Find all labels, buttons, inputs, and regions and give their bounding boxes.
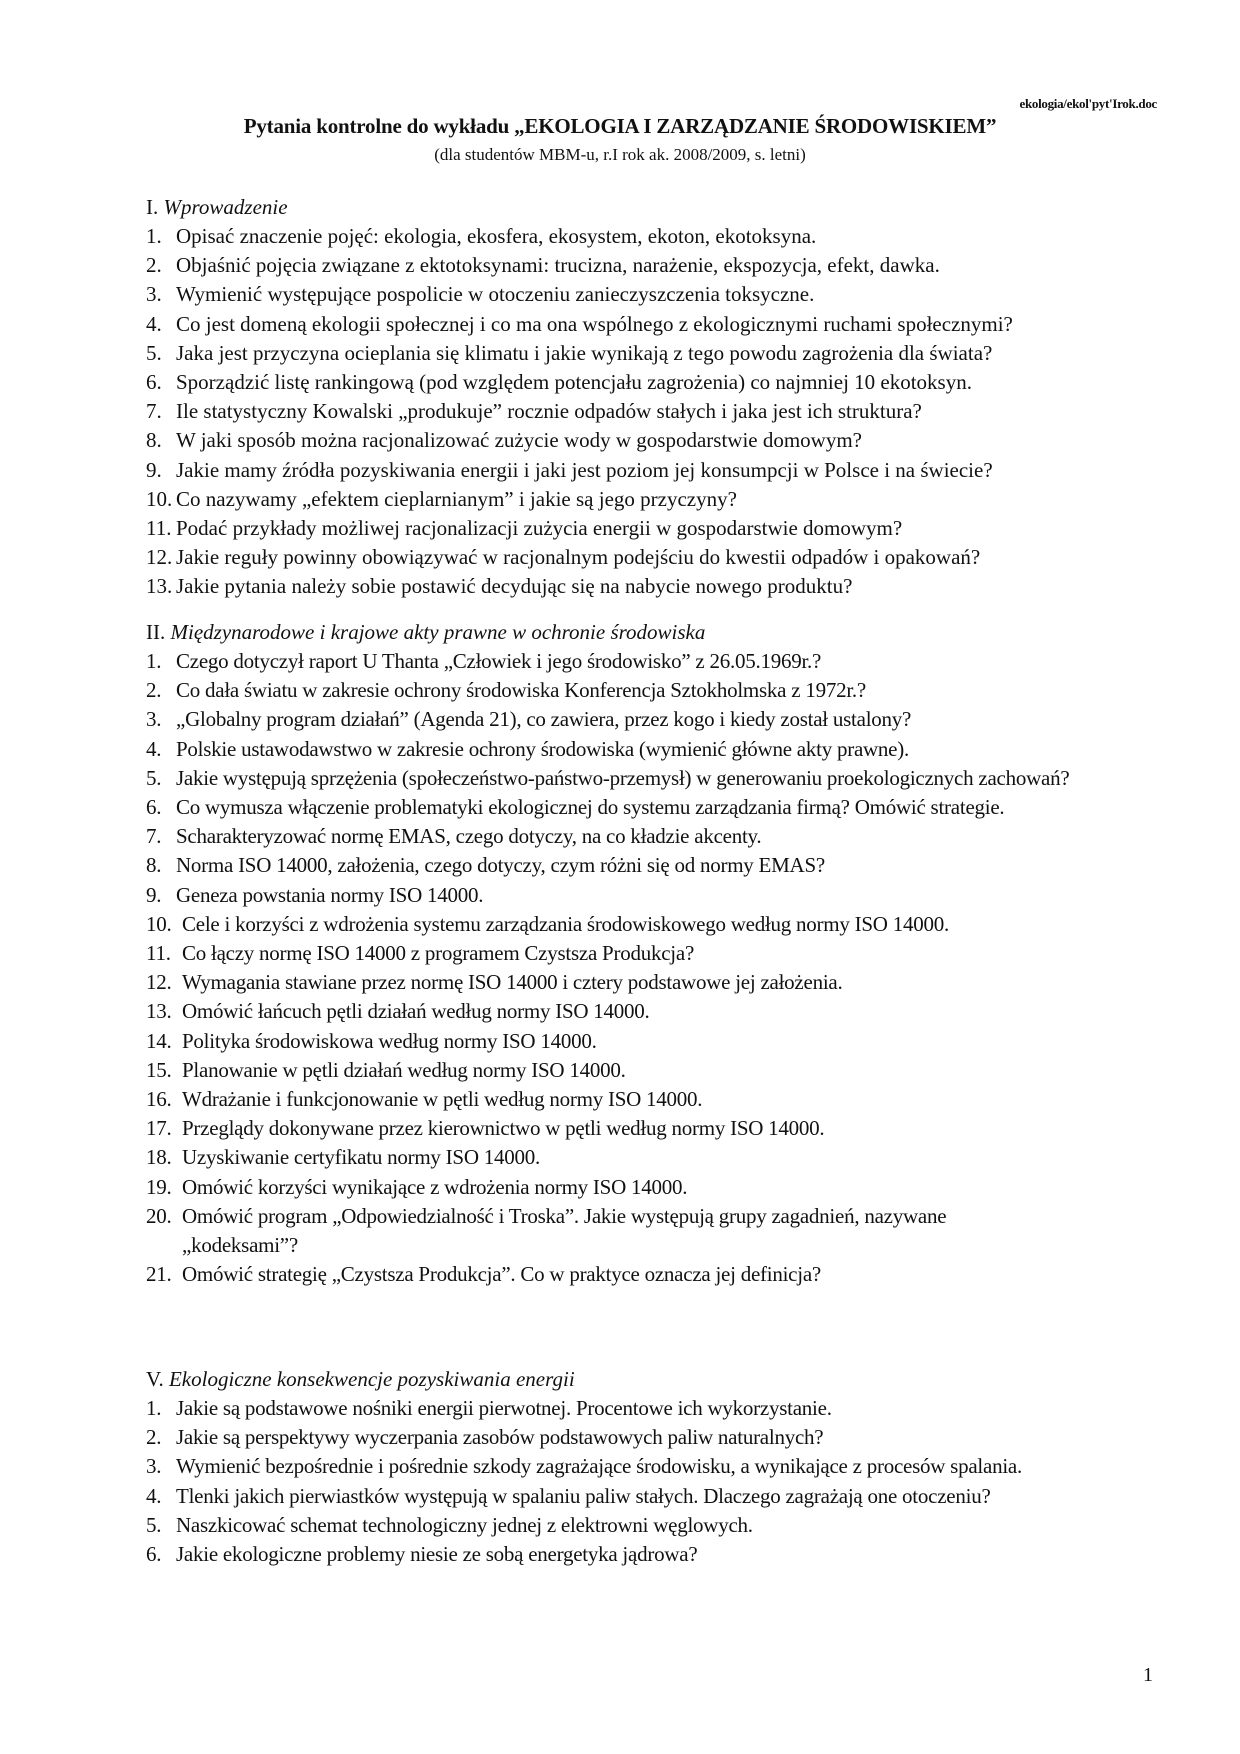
question-item: 15. Planowanie w pętli działań według normy ISO 14000. <box>146 1057 626 1082</box>
question-item: 1. Jakie są podstawowe nośniki energii pierwotnej. Procentowe ich wykorzystanie. <box>146 1396 832 1420</box>
question-item: 4. Polskie ustawodawstwo w zakresie ochrony środowiska (wymienić główne akty prawne). <box>146 736 909 761</box>
question-item: 1. Opisać znaczenie pojęć: ekologia, ekosfera, ekosystem, ekoton, ekotoksyna. <box>146 224 817 248</box>
section-heading <box>146 1365 1206 1394</box>
question-item: 10. Cele i korzyści z wdrożenia systemu zarządzania środowiskowego według normy ISO 14000. <box>146 911 949 936</box>
section-energia <box>146 1365 1206 1569</box>
question-item: 6. Sporządzić listę rankingową (pod względem potencjału zagrożenia) co najmniej 10 ekotoksyn. <box>146 370 972 395</box>
question-item: 1. Czego dotyczył raport U Thanta „Człowiek i jego środowisko” z 26.05.1969r.? <box>146 649 822 673</box>
section-heading <box>146 193 1206 222</box>
question-item: 7. Ile statystyczny Kowalski „produkuje” rocznie odpadów stałych i jaka jest ich struktura? <box>146 399 922 424</box>
section-numeral: II. <box>146 620 166 644</box>
document-title: Pytania kontrolne do wykładu „EKOLOGIA I ZARZĄDZANIE ŚRODOWISKIEM” <box>243 114 997 138</box>
question-item: 3. Wymienić bezpośrednie i pośrednie szkody zagrażające środowisku, a wynikające z procesów spalania. <box>146 1454 1022 1479</box>
question-item: 8. W jaki sposób można racjonalizować zużycie wody w gospodarstwie domowym? <box>146 428 863 453</box>
question-item: 16. Wdrażanie i funkcjonowanie w pętli według normy ISO 14000. <box>146 1087 703 1112</box>
question-item: 17. Przeglądy dokonywane przez kierownictwo w pętli według normy ISO 14000. <box>146 1116 825 1141</box>
question-list <box>146 1394 1206 1569</box>
question-item: 8. Norma ISO 14000, założenia, czego dotyczy, czym różni się od normy EMAS? <box>146 853 825 878</box>
question-item: 9. Geneza powstania normy ISO 14000. <box>146 882 484 907</box>
section-title: Wprowadzenie <box>163 195 288 219</box>
section-wprowadzenie <box>146 193 1206 602</box>
question-item: 2. Co dała światu w zakresie ochrony środowiska Konferencja Sztokholmska z 1972r.? <box>146 678 866 703</box>
section-numeral: V. <box>146 1367 164 1391</box>
section-numeral: I. <box>146 195 159 219</box>
page-number: 1 <box>1143 1664 1153 1686</box>
question-item: 13. Jakie pytania należy sobie postawić decydując się na nabycie nowego produktu? <box>146 574 853 599</box>
section-akty-prawne <box>146 618 1206 1289</box>
question-item: 6. Co wymusza włączenie problematyki ekologicznej do systemu zarządzania firmą? Omówić strategie. <box>146 795 1005 820</box>
question-list <box>146 647 1206 1289</box>
question-item: 19. Omówić korzyści wynikające z wdrożenia normy ISO 14000. <box>146 1174 688 1199</box>
question-item: 6. Jakie ekologiczne problemy niesie ze sobą energetyka jądrowa? <box>146 1542 698 1567</box>
question-item: 12. Wymagania stawiane przez normę ISO 14000 i cztery podstawowe jej założenia. <box>146 970 843 995</box>
question-item: 13. Omówić łańcuch pętli działań według normy ISO 14000. <box>146 999 650 1024</box>
question-item: 4. Co jest domeną ekologii społecznej i co ma ona wspólnego z ekologicznymi ruchami społecznymi? <box>146 311 1013 336</box>
question-item: 7. Scharakteryzować normę EMAS, czego dotyczy, na co kładzie akcenty. <box>146 824 762 849</box>
question-item: 2. Jakie są perspektywy wyczerpania zasobów podstawowych paliw naturalnych? <box>146 1425 824 1450</box>
section-title: Międzynarodowe i krajowe akty prawne w ochronie środowiska <box>170 620 706 644</box>
section-heading <box>146 618 1206 647</box>
question-item: 21. Omówić strategię „Czystsza Produkcja”. Co w praktyce oznacza jej definicja? <box>146 1262 821 1287</box>
question-item: 20. Omówić program „Odpowiedzialność i Troska”. Jakie występują grupy zagadnień, nazywane „kodeksami”? <box>146 1203 947 1258</box>
question-item: 12. Jakie reguły powinny obowiązywać w racjonalnym podejściu do kwestii odpadów i opakowań? <box>146 545 981 570</box>
question-item: 18. Uzyskiwanie certyfikatu normy ISO 14000. <box>146 1145 541 1170</box>
question-item: 5. Jaka jest przyczyna ocieplania się klimatu i jakie wynikają z tego powodu zagrożenia dla świata? <box>146 340 993 365</box>
question-item: 9. Jakie mamy źródła pozyskiwania energii i jaki jest poziom jej konsumpcji w Polsce i na świecie? <box>146 457 993 482</box>
question-item: 4. Tlenki jakich pierwiastków występują w spalaniu paliw stałych. Dlaczego zagrażają one otoczeniu? <box>146 1483 991 1508</box>
question-item: 11. Co łączy normę ISO 14000 z programem Czystsza Produkcja? <box>146 941 695 966</box>
question-item: 5. Naszkicować schemat technologiczny jednej z elektrowni węglowych. <box>146 1512 753 1537</box>
section-title: Ekologiczne konsekwencje pozyskiwania energii <box>168 1367 575 1391</box>
document-filename: ekologia/ekol'pyt'Irok.doc <box>1019 96 1157 111</box>
question-item: 14. Polityka środowiskowa według normy ISO 14000. <box>146 1028 597 1053</box>
question-item: 11. Podać przykłady możliwej racjonalizacji zużycia energii w gospodarstwie domowym? <box>146 516 903 541</box>
question-item: 10. Co nazywamy „efektem cieplarnianym” i jakie są jego przyczyny? <box>146 486 737 511</box>
document-subtitle: (dla studentów MBM-u, r.I rok ak. 2008/2009, s. letni) <box>434 145 806 164</box>
question-item: 3. „Globalny program działań” (Agenda 21), co zawiera, przez kogo i kiedy został ustalony? <box>146 707 912 732</box>
question-item: 3. Wymienić występujące pospolicie w otoczeniu zanieczyszczenia toksyczne. <box>146 282 815 307</box>
question-item: 5. Jakie występują sprzężenia (społeczeństwo-państwo-przemysł) w generowaniu proekologicznych zachowań? <box>146 765 1070 790</box>
question-list <box>146 222 1206 602</box>
question-item: 2. Objaśnić pojęcia związane z ektotoksynami: trucizna, narażenie, ekspozycja, efekt, dawka. <box>146 253 940 278</box>
